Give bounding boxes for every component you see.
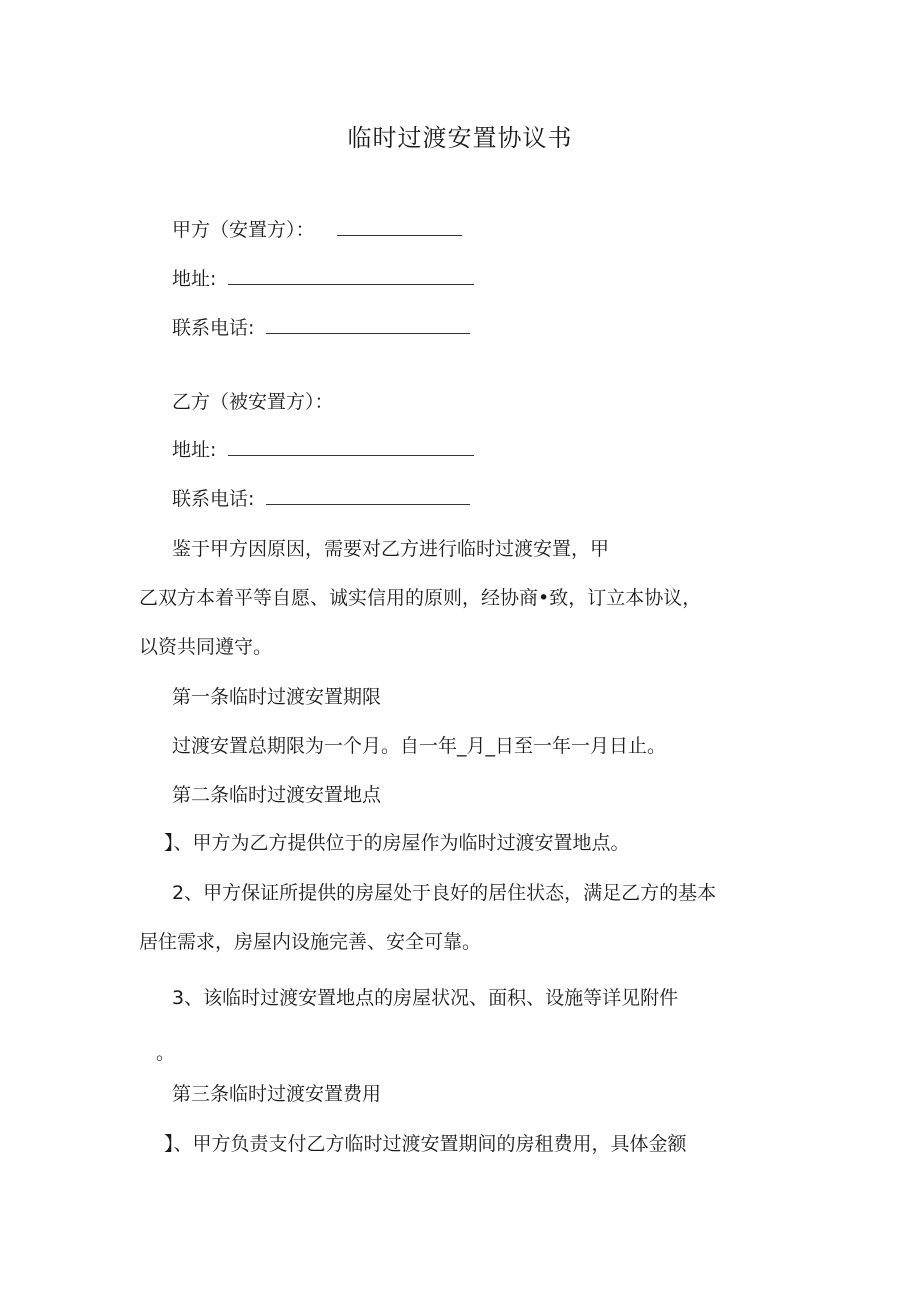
party-b-address-line <box>172 437 474 463</box>
party-a-phone-line <box>172 315 470 341</box>
article3-heading: 第三条临时过渡安置费用 <box>172 1083 382 1105</box>
party-b-phone-label: 联系电话: <box>172 488 255 510</box>
party-b-address-label: 地址: <box>172 439 217 461</box>
preamble-line-2: 乙双方本着平等自愿、诚实信用的原则，经协商•致，订立本协议， <box>139 587 702 609</box>
article2-item2-line2: 居住需求，房屋内设施完善、安全可靠。 <box>139 931 482 953</box>
party-b-label: 乙方（被安置方）： <box>172 391 334 413</box>
party-a-blank <box>337 217 462 236</box>
preamble-line-1: 鉴于甲方因原因，需要对乙方进行临时过渡安置，甲 <box>172 538 610 560</box>
article2-item2-line1: 2、甲方保证所提供的房屋处于良好的居住状态，满足乙方的基本 <box>172 882 717 904</box>
party-b-address-blank <box>228 437 474 456</box>
party-b-line <box>172 389 334 415</box>
article2-item3-line2: 。 <box>156 1042 176 1064</box>
party-a-line <box>172 217 462 243</box>
party-a-label: 甲方（安置方）： <box>172 219 315 241</box>
party-b-phone-blank <box>266 486 470 505</box>
document-title: 临时过渡安置协议书 <box>347 124 573 152</box>
party-a-phone-blank <box>266 315 470 334</box>
article1-text: 过渡安置总期限为一个月。自一年_月_日至一年一月日止。 <box>172 735 667 757</box>
article2-item1: 】、甲方为乙方提供位于的房屋作为临时过渡安置地点。 <box>164 832 630 854</box>
party-a-phone-label: 联系电话: <box>172 317 255 339</box>
article2-item3-line1: 3、该临时过渡安置地点的房屋状况、面积、设施等详见附件 <box>172 987 679 1009</box>
article1-heading: 第一条临时过渡安置期限 <box>172 686 382 708</box>
party-b-phone-line <box>172 486 470 512</box>
party-a-address-blank <box>228 266 474 285</box>
article2-heading: 第二条临时过渡安置地点 <box>172 784 382 806</box>
party-a-address-line <box>172 266 474 292</box>
article3-item1: 】、甲方负责支付乙方临时过渡安置期间的房租费用，具体金额 <box>164 1133 687 1155</box>
party-a-address-label: 地址: <box>172 268 217 290</box>
preamble-line-3: 以资共同遵守。 <box>139 636 273 658</box>
